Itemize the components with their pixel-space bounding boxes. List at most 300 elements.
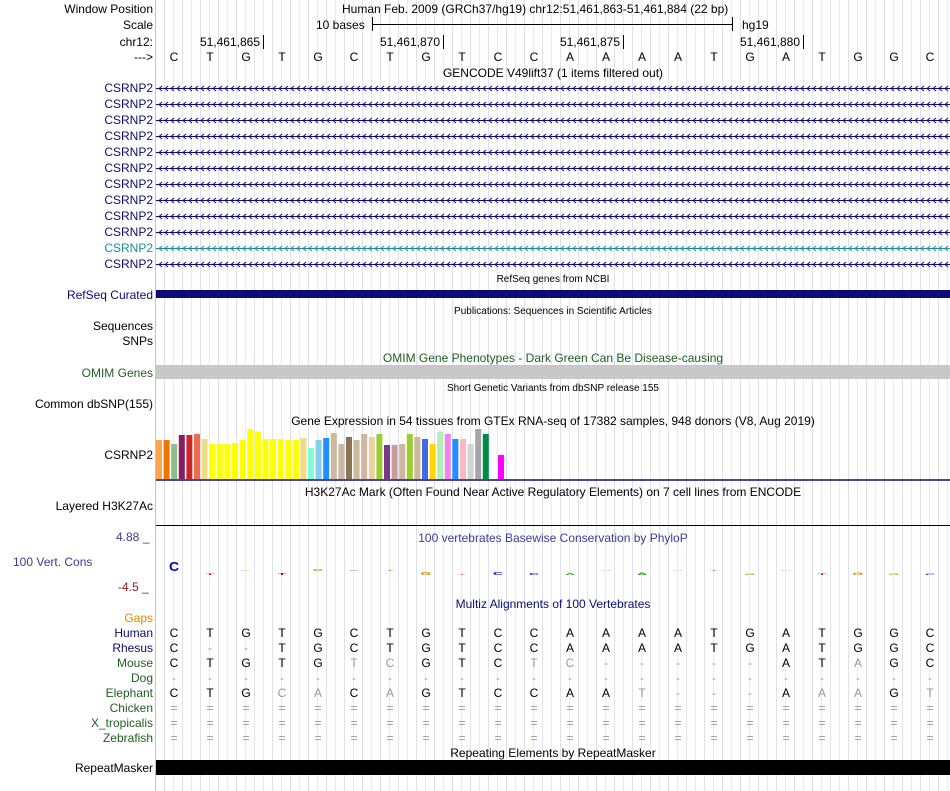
- multiz-base: =: [278, 716, 286, 730]
- gencode-transcript-label[interactable]: CSRNP2: [104, 257, 153, 271]
- multiz-base: =: [206, 701, 214, 715]
- phylop-glyph: A: [600, 570, 612, 572]
- multiz-base: =: [494, 731, 502, 745]
- multiz-base: G: [889, 686, 899, 700]
- gencode-transcript-label[interactable]: CSRNP2: [104, 177, 153, 191]
- multiz-species-label[interactable]: Mouse: [116, 656, 153, 670]
- gencode-transcript-label[interactable]: CSRNP2: [104, 113, 153, 127]
- sequence-base: T: [710, 50, 718, 64]
- multiz-base: T: [206, 686, 214, 700]
- phylop-min-label: -4.5 _: [118, 580, 149, 594]
- phylop-title[interactable]: 100 vertebrates Basewise Conservation by PhyloP: [418, 531, 688, 545]
- multiz-base: -: [676, 656, 680, 670]
- multiz-base: -: [748, 686, 752, 700]
- gencode-transcript-label[interactable]: CSRNP2: [104, 241, 153, 255]
- multiz-base: =: [278, 731, 286, 745]
- gtex-tissue-bar: [361, 434, 367, 479]
- repeatmasker-bar[interactable]: [156, 760, 950, 775]
- gencode-title[interactable]: GENCODE V49lift37 (1 items filtered out): [442, 66, 664, 80]
- phylop-glyph: C: [348, 570, 360, 572]
- gencode-transcript-label[interactable]: CSRNP2: [104, 193, 153, 207]
- sequence-base: A: [781, 50, 790, 64]
- h3k27ac-label[interactable]: Layered H3K27Ac: [55, 499, 153, 513]
- phylop-glyph: A: [564, 572, 576, 576]
- multiz-base: =: [602, 716, 610, 730]
- multiz-base: =: [170, 731, 178, 745]
- gencode-transcript-line[interactable]: [156, 145, 950, 159]
- multiz-base: =: [710, 716, 718, 730]
- multiz-base: =: [602, 701, 610, 715]
- omim-label[interactable]: OMIM Genes: [81, 366, 153, 380]
- sequence-base: T: [206, 50, 214, 64]
- multiz-base: C: [349, 626, 359, 640]
- sequence-base: G: [421, 50, 431, 64]
- dbsnp-title[interactable]: Short Genetic Variants from dbSNP release 155: [447, 383, 659, 394]
- gtex-tissue-bar: [452, 439, 458, 479]
- multiz-base: =: [242, 731, 250, 745]
- gtex-tissue-bar: [186, 435, 192, 479]
- multiz-base: T: [278, 656, 286, 670]
- gtex-tissue-bar: [414, 437, 420, 479]
- gtex-tissue-bar: [369, 437, 375, 479]
- gtex-tissue-bar: [278, 439, 284, 479]
- multiz-base: C: [925, 656, 935, 670]
- multiz-base: =: [782, 731, 790, 745]
- gencode-transcript-line[interactable]: [156, 129, 950, 143]
- multiz-base: =: [314, 716, 322, 730]
- multiz-base: =: [710, 731, 718, 745]
- multiz-base: =: [890, 716, 898, 730]
- multiz-base: =: [422, 716, 430, 730]
- phylop-glyph: G: [240, 570, 252, 572]
- multiz-base: =: [638, 731, 646, 745]
- sequence-base: T: [818, 50, 826, 64]
- refseq-label[interactable]: RefSeq Curated: [66, 288, 153, 302]
- multiz-base: -: [640, 656, 644, 670]
- phylop-glyph: C: [924, 573, 936, 576]
- publications-title[interactable]: Publications: Sequences in Scientific Articles: [454, 306, 652, 317]
- gtex-tissue-bar: [232, 443, 238, 479]
- multiz-base: T: [206, 656, 214, 670]
- multiz-base: C: [493, 686, 503, 700]
- multiz-base: A: [853, 656, 862, 670]
- multiz-base: -: [820, 671, 824, 685]
- multiz-base: -: [208, 671, 212, 685]
- repeatmasker-label[interactable]: RepeatMasker: [74, 761, 153, 775]
- gtex-tissue-bar: [392, 445, 398, 479]
- gtex-tissue-bar: [285, 440, 291, 479]
- multiz-base: =: [926, 716, 934, 730]
- gtex-tissue-bar: [316, 440, 322, 479]
- h3k27ac-title[interactable]: H3K27Ac Mark (Often Found Near Active Regulatory Elements) on 7 cell lines from ENCODE: [304, 485, 802, 499]
- gtex-tissue-bar: [171, 444, 177, 479]
- multiz-base: -: [676, 686, 680, 700]
- multiz-base: -: [424, 671, 428, 685]
- gtex-tissue-bar: [240, 440, 246, 479]
- multiz-base: =: [170, 716, 178, 730]
- multiz-base: =: [386, 701, 394, 715]
- multiz-base: G: [313, 626, 323, 640]
- gtex-tissue-bar: [354, 440, 360, 479]
- multiz-base: G: [853, 641, 863, 655]
- multiz-base: =: [386, 731, 394, 745]
- multiz-base: =: [638, 701, 646, 715]
- gtex-label[interactable]: CSRNP2: [104, 448, 153, 462]
- multiz-base: =: [926, 701, 934, 715]
- multiz-base: G: [853, 626, 863, 640]
- multiz-base: =: [926, 731, 934, 745]
- sequence-base: T: [278, 50, 286, 64]
- gencode-transcript-label[interactable]: CSRNP2: [104, 145, 153, 159]
- multiz-base: T: [458, 626, 466, 640]
- multiz-base: =: [206, 731, 214, 745]
- multiz-species-label[interactable]: X_tropicalis: [90, 716, 153, 730]
- multiz-base: -: [496, 671, 500, 685]
- gtex-tissue-bar: [217, 444, 223, 479]
- multiz-title[interactable]: Multiz Alignments of 100 Vertebrates: [455, 597, 651, 611]
- phylop-glyph: G: [420, 571, 432, 577]
- gencode-transcript-label[interactable]: CSRNP2: [104, 161, 153, 175]
- gencode-transcript-line[interactable]: [156, 97, 950, 111]
- multiz-base: G: [421, 686, 431, 700]
- multiz-base: T: [638, 686, 646, 700]
- multiz-base: A: [565, 686, 574, 700]
- sequence-base: C: [925, 50, 935, 64]
- sequence-base: G: [241, 50, 251, 64]
- multiz-base: =: [350, 701, 358, 715]
- multiz-base: =: [602, 731, 610, 745]
- db-text: hg19: [742, 18, 769, 32]
- coordinate-tick: 51,461,865: [168, 35, 264, 49]
- sequence-base: A: [637, 50, 646, 64]
- gencode-transcript-line[interactable]: [156, 177, 950, 191]
- multiz-base: =: [422, 731, 430, 745]
- multiz-base: T: [458, 686, 466, 700]
- multiz-base: =: [386, 716, 394, 730]
- scale-bar: [372, 17, 733, 31]
- multiz-species-label[interactable]: Dog: [130, 671, 153, 685]
- gtex-tissue-bar: [247, 429, 253, 479]
- multiz-base: C: [169, 626, 179, 640]
- multiz-species-label[interactable]: Rhesus: [112, 641, 153, 655]
- refseq-gene-bar[interactable]: [156, 290, 950, 298]
- multiz-base: A: [601, 641, 610, 655]
- multiz-base: C: [529, 641, 539, 655]
- gtex-tissue-bar: [300, 438, 306, 479]
- multiz-base: A: [781, 686, 790, 700]
- multiz-base: =: [314, 731, 322, 745]
- multiz-base: G: [745, 641, 755, 655]
- multiz-base: -: [928, 671, 932, 685]
- multiz-base: C: [277, 686, 287, 700]
- multiz-base: G: [313, 641, 323, 655]
- multiz-base: C: [493, 626, 503, 640]
- coordinate-tick: 51,461,870: [348, 35, 444, 49]
- multiz-base: =: [458, 716, 466, 730]
- phylop-glyph: G: [852, 572, 864, 577]
- multiz-base: A: [673, 641, 682, 655]
- phylop-glyph: T: [709, 570, 719, 572]
- phylop-glyph: C: [168, 559, 180, 574]
- multiz-base: =: [818, 731, 826, 745]
- multiz-base: =: [674, 716, 682, 730]
- sequence-base: G: [853, 50, 863, 64]
- multiz-species-label[interactable]: Zebrafish: [102, 731, 153, 745]
- multiz-base: G: [421, 641, 431, 655]
- multiz-base: -: [856, 671, 860, 685]
- multiz-species-label[interactable]: Human: [114, 626, 153, 640]
- scale-text: 10 bases: [316, 18, 365, 32]
- multiz-base: G: [421, 656, 431, 670]
- gtex-tissue-bar: [384, 445, 390, 479]
- multiz-base: =: [530, 731, 538, 745]
- gtex-tissue-bar: [308, 448, 314, 479]
- sequence-base: C: [349, 50, 359, 64]
- multiz-base: G: [745, 626, 755, 640]
- multiz-base: G: [241, 656, 251, 670]
- multiz-base: G: [889, 641, 899, 655]
- phylop-glyph: A: [780, 570, 792, 572]
- multiz-base: C: [925, 641, 935, 655]
- multiz-base: =: [458, 731, 466, 745]
- sequence-base: T: [458, 50, 466, 64]
- gtex-tissue-bar: [194, 434, 200, 479]
- multiz-base: -: [388, 671, 392, 685]
- gtex-tissue-bar: [164, 440, 170, 479]
- multiz-base: =: [422, 701, 430, 715]
- phylop-logo[interactable]: [156, 553, 950, 593]
- multiz-base: =: [278, 701, 286, 715]
- multiz-base: =: [674, 731, 682, 745]
- dbsnp-label[interactable]: Common dbSNP(155): [34, 397, 153, 411]
- multiz-base: T: [458, 641, 466, 655]
- multiz-base: -: [712, 671, 716, 685]
- multiz-base: -: [568, 671, 572, 685]
- gtex-tissue-bar: [407, 434, 413, 479]
- multiz-base: -: [892, 671, 896, 685]
- sequence-base: G: [745, 50, 755, 64]
- gencode-transcript-label[interactable]: CSRNP2: [104, 225, 153, 239]
- multiz-base: T: [818, 626, 826, 640]
- multiz-base: =: [818, 716, 826, 730]
- multiz-base: A: [601, 686, 610, 700]
- multiz-base: C: [169, 686, 179, 700]
- multiz-base: C: [169, 656, 179, 670]
- gtex-title[interactable]: Gene Expression in 54 tissues from GTEx RNA-seq of 17382 samples, 948 donors (V8, Aug 2019): [291, 414, 815, 428]
- gtex-tissue-bar: [437, 432, 443, 480]
- multiz-base: T: [818, 656, 826, 670]
- assembly-title: Human Feb. 2009 (GRCh37/hg19) chr12:51,461,863-51,461,884 (22 bp): [342, 2, 729, 16]
- multiz-base: T: [206, 626, 214, 640]
- phylop-glyph: C: [528, 572, 540, 576]
- gaps-label[interactable]: Gaps: [124, 611, 153, 625]
- multiz-base: T: [818, 641, 826, 655]
- gtex-expression-chart[interactable]: [156, 428, 950, 482]
- multiz-base: =: [350, 716, 358, 730]
- gtex-tissue-bar: [475, 429, 481, 479]
- multiz-base: =: [854, 731, 862, 745]
- multiz-base: =: [530, 701, 538, 715]
- gencode-transcript-label[interactable]: CSRNP2: [104, 129, 153, 143]
- gtex-tissue-bar: [376, 434, 382, 479]
- gencode-transcript-line[interactable]: [156, 193, 950, 207]
- gtex-tissue-bar: [156, 440, 162, 479]
- multiz-base: =: [818, 701, 826, 715]
- multiz-base: =: [854, 716, 862, 730]
- multiz-base: A: [853, 686, 862, 700]
- multiz-base: =: [566, 731, 574, 745]
- gtex-tissue-bar: [255, 432, 261, 480]
- gtex-tissue-bar: [331, 433, 337, 479]
- multiz-base: A: [601, 626, 610, 640]
- gtex-tissue-bar: [399, 444, 405, 479]
- gencode-transcript-line[interactable]: [156, 209, 950, 223]
- multiz-base: =: [494, 701, 502, 715]
- multiz-base: -: [532, 671, 536, 685]
- gencode-transcript-line[interactable]: [156, 241, 950, 255]
- gtex-tissue-bar: [209, 444, 215, 479]
- gencode-transcript-line[interactable]: [156, 161, 950, 175]
- gencode-transcript-line[interactable]: [156, 113, 950, 127]
- multiz-base: A: [385, 686, 394, 700]
- gencode-transcript-line[interactable]: [156, 257, 950, 271]
- coordinate-tick: 51,461,875: [528, 35, 624, 49]
- multiz-base: G: [889, 626, 899, 640]
- multiz-base: =: [566, 701, 574, 715]
- multiz-base: -: [208, 641, 212, 655]
- multiz-base: -: [604, 656, 608, 670]
- phylop-glyph: A: [636, 572, 648, 577]
- multiz-base: T: [278, 641, 286, 655]
- multiz-base: -: [784, 671, 788, 685]
- gtex-tissue-bar: [338, 444, 344, 479]
- multiz-base: -: [244, 641, 248, 655]
- multiz-base: A: [781, 641, 790, 655]
- snps-label[interactable]: SNPs: [122, 334, 153, 348]
- multiz-base: G: [241, 626, 251, 640]
- phylop-glyph: G: [888, 573, 900, 576]
- multiz-base: -: [244, 671, 248, 685]
- multiz-base: C: [493, 641, 503, 655]
- multiz-base: A: [817, 686, 826, 700]
- multiz-base: -: [676, 671, 680, 685]
- multiz-base: G: [889, 656, 899, 670]
- strand-label: --->: [134, 50, 153, 64]
- multiz-base: T: [386, 626, 394, 640]
- sequence-base: A: [565, 50, 574, 64]
- multiz-base: -: [460, 671, 464, 685]
- gtex-tissue-bar: [460, 439, 466, 479]
- phylop-glyph: T: [457, 574, 467, 576]
- multiz-base: G: [241, 686, 251, 700]
- multiz-base: =: [854, 701, 862, 715]
- gtex-tissue-bar: [179, 435, 185, 479]
- multiz-base: =: [782, 701, 790, 715]
- coordinate-tick: 51,461,880: [708, 35, 804, 49]
- gtex-tissue-bar: [323, 438, 329, 479]
- omim-gene-bar[interactable]: [156, 365, 950, 379]
- multiz-base: =: [782, 716, 790, 730]
- multiz-base: T: [926, 686, 934, 700]
- multiz-base: T: [386, 641, 394, 655]
- multiz-species-label[interactable]: Elephant: [105, 686, 153, 700]
- multiz-base: =: [494, 716, 502, 730]
- gencode-transcript-line[interactable]: [156, 225, 950, 239]
- multiz-base: -: [172, 671, 176, 685]
- multiz-base: =: [890, 701, 898, 715]
- phylop-glyph: T: [817, 573, 827, 576]
- multiz-base: -: [604, 671, 608, 685]
- multiz-base: C: [349, 641, 359, 655]
- gencode-transcript-label[interactable]: CSRNP2: [104, 81, 153, 95]
- refseq-title[interactable]: RefSeq genes from NCBI: [496, 274, 610, 285]
- gtex-tissue-bar: [445, 434, 451, 479]
- multiz-base: =: [314, 701, 322, 715]
- phylop-label[interactable]: 100 Vert. Cons: [13, 555, 93, 569]
- gtex-tissue-bar: [262, 439, 268, 479]
- multiz-base: -: [748, 656, 752, 670]
- multiz-base: =: [458, 701, 466, 715]
- sequence-base: A: [601, 50, 610, 64]
- multiz-base: A: [781, 656, 790, 670]
- gtex-tissue-bar: [270, 439, 276, 479]
- gencode-transcript-label[interactable]: CSRNP2: [104, 97, 153, 111]
- gencode-transcript-line[interactable]: [156, 81, 950, 95]
- multiz-base: A: [637, 626, 646, 640]
- multiz-base: G: [313, 656, 323, 670]
- phylop-glyph: G: [312, 568, 324, 572]
- gtex-tissue-bar: [483, 434, 489, 479]
- multiz-base: A: [313, 686, 322, 700]
- multiz-base: =: [350, 731, 358, 745]
- multiz-base: C: [565, 656, 575, 670]
- multiz-species-label[interactable]: Chicken: [109, 701, 153, 715]
- gtex-tissue-bar: [490, 439, 496, 479]
- phylop-glyph: T: [385, 570, 395, 572]
- sequence-base: C: [493, 50, 503, 64]
- phylop-max-label: 4.88 _: [116, 530, 150, 544]
- h3k27ac-baseline: [156, 525, 950, 526]
- sequence-base: C: [169, 50, 179, 64]
- phylop-glyph: T: [205, 573, 215, 576]
- multiz-base: -: [280, 671, 284, 685]
- gtex-tissue-bar: [468, 444, 474, 479]
- gtex-tissue-bar: [498, 455, 504, 479]
- gtex-tissue-bar: [346, 437, 352, 479]
- window-position-label: Window Position: [64, 2, 153, 16]
- gtex-tissue-bar: [293, 440, 299, 479]
- multiz-base: =: [746, 701, 754, 715]
- multiz-base: =: [170, 701, 178, 715]
- scale-label: Scale: [122, 18, 153, 32]
- multiz-base: =: [746, 731, 754, 745]
- multiz-base: =: [746, 716, 754, 730]
- multiz-base: =: [206, 716, 214, 730]
- multiz-base: A: [565, 626, 574, 640]
- phylop-glyph: C: [492, 571, 504, 577]
- multiz-base: G: [421, 626, 431, 640]
- gencode-transcript-label[interactable]: CSRNP2: [104, 209, 153, 223]
- repeatmasker-title[interactable]: Repeating Elements by RepeatMasker: [450, 746, 656, 760]
- multiz-base: =: [674, 701, 682, 715]
- multiz-base: A: [637, 641, 646, 655]
- gtex-tissue-bar: [422, 439, 428, 479]
- multiz-base: C: [925, 626, 935, 640]
- sequences-label[interactable]: Sequences: [92, 319, 153, 333]
- sequence-base: A: [673, 50, 682, 64]
- omim-title[interactable]: OMIM Gene Phenotypes - Dark Green Can Be Disease-causing: [382, 351, 724, 365]
- gtex-tissue-bar: [430, 444, 436, 479]
